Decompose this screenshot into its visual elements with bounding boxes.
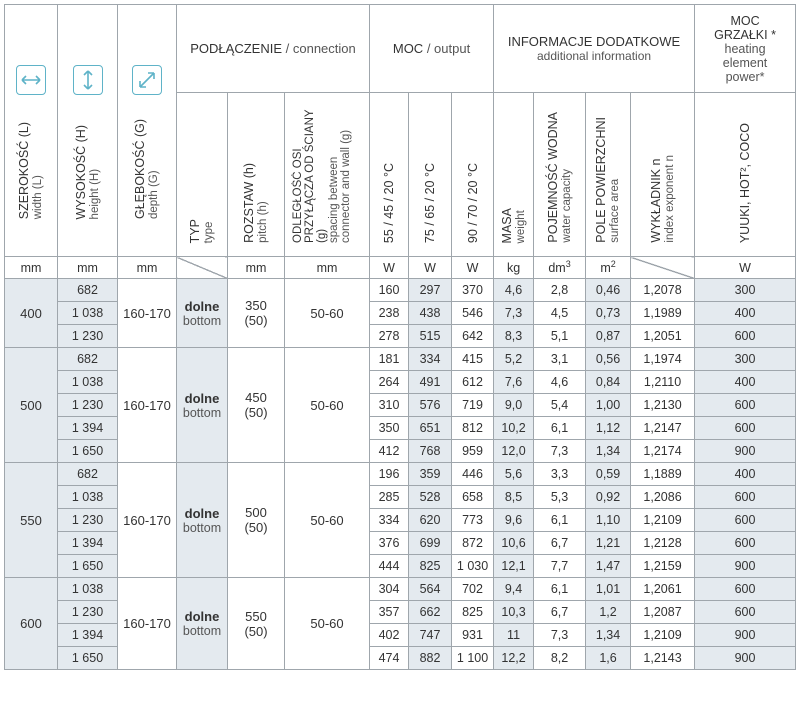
table-row: [5, 578, 796, 601]
heater-value: 400: [695, 463, 796, 486]
height-value: 1 650: [58, 555, 118, 578]
unit-mass: kg: [494, 257, 534, 279]
index-value: 1,2086: [631, 486, 695, 509]
heater-label-en-3: power*: [725, 69, 765, 84]
depth-arrows-icon: [132, 65, 162, 95]
mass-value: 7,6: [494, 371, 534, 394]
water-value: 4,6: [534, 371, 586, 394]
depth-label-en: depth (G): [148, 170, 160, 220]
output-55-value: 160: [370, 279, 409, 302]
output-label-pl: MOC: [392, 40, 424, 56]
height-value: 1 230: [58, 601, 118, 624]
mass-value: 4,6: [494, 279, 534, 302]
depth-value: 160-170: [118, 279, 177, 348]
mass-value: 5,6: [494, 463, 534, 486]
unit-type-blank: [177, 257, 228, 279]
units-row: [5, 257, 796, 279]
surface-header: [586, 93, 631, 257]
heater-value: 600: [695, 509, 796, 532]
output-75-value: 528: [409, 486, 452, 509]
surface-value: 1,47: [586, 555, 631, 578]
info-label-pl: INFORMACJE DODATKOWE: [507, 33, 681, 49]
index-value: 1,2130: [631, 394, 695, 417]
spacing-value: 50-60: [285, 463, 370, 578]
output-90-value: 773: [452, 509, 494, 532]
height-value: 682: [58, 279, 118, 302]
unit-output-55: W: [370, 257, 409, 279]
pitch-value-sub: (50): [244, 313, 268, 328]
pitch-value-sub: (50): [244, 520, 268, 535]
pitch-label-en: pitch (h): [257, 201, 269, 243]
output-75-value: 747: [409, 624, 452, 647]
output-90-value: 812: [452, 417, 494, 440]
unit-water-base: dm: [548, 261, 566, 276]
depth-value: 160-170: [118, 578, 177, 670]
index-value: 1,2078: [631, 279, 695, 302]
output-75-value: 620: [409, 509, 452, 532]
radiator-spec-table: [4, 4, 796, 670]
mass-value: 10,6: [494, 532, 534, 555]
depth-label-pl: GŁĘBOKOŚĆ (G): [133, 119, 147, 220]
output-55-value: 376: [370, 532, 409, 555]
water-header: [534, 93, 586, 257]
surface-label-pl: POLE POWIERZCHNI: [594, 117, 609, 243]
surface-value: 0,59: [586, 463, 631, 486]
heater-value: 600: [695, 486, 796, 509]
output-55-value: 196: [370, 463, 409, 486]
output-header: [370, 5, 494, 93]
mass-value: 5,2: [494, 348, 534, 371]
surface-value: 0,87: [586, 325, 631, 348]
depth-value: 160-170: [118, 463, 177, 578]
width-value: 550: [5, 463, 58, 578]
connection-header: [177, 5, 370, 93]
output-55-value: 278: [370, 325, 409, 348]
output-75-value: 491: [409, 371, 452, 394]
pitch-value: [228, 279, 285, 348]
output-90-value: 546: [452, 302, 494, 325]
index-value: 1,1889: [631, 463, 695, 486]
output-55-value: 444: [370, 555, 409, 578]
mass-header: [494, 93, 534, 257]
spacing-header: [285, 93, 370, 257]
index-value: 1,2051: [631, 325, 695, 348]
index-value: 1,2143: [631, 647, 695, 670]
surface-value: 1,34: [586, 624, 631, 647]
output-90-value: 642: [452, 325, 494, 348]
index-value: 1,2087: [631, 601, 695, 624]
type-value-en: bottom: [182, 405, 222, 420]
surface-value: 1,21: [586, 532, 631, 555]
heater-col-label: YUUKI, HOT², COCO: [738, 122, 753, 243]
water-value: 7,3: [534, 624, 586, 647]
height-value: 1 394: [58, 417, 118, 440]
water-value: 6,7: [534, 601, 586, 624]
output-90-value: 446: [452, 463, 494, 486]
output-75-value: 359: [409, 463, 452, 486]
heater-value: 400: [695, 371, 796, 394]
connection-label-en: / connection: [285, 40, 356, 56]
spacing-value: 50-60: [285, 578, 370, 670]
height-value: 1 650: [58, 440, 118, 463]
type-value-en: bottom: [182, 313, 222, 328]
output-75-value: 768: [409, 440, 452, 463]
surface-value: 1,6: [586, 647, 631, 670]
index-value: 1,2109: [631, 509, 695, 532]
output-75-value: 515: [409, 325, 452, 348]
index-value: 1,2159: [631, 555, 695, 578]
index-label-pl: WYKŁADNIK n: [648, 158, 663, 243]
output-90-value: 825: [452, 601, 494, 624]
height-label-en: height (H): [88, 169, 101, 220]
spacing-label-en-2: connector and wall (g): [340, 129, 353, 243]
unit-height: mm: [58, 257, 118, 279]
index-value: 1,2110: [631, 371, 695, 394]
type-value-pl: dolne: [184, 390, 220, 406]
water-value: 6,1: [534, 578, 586, 601]
output-55-value: 238: [370, 302, 409, 325]
type-label-en: type: [203, 221, 215, 243]
index-header: [631, 93, 695, 257]
type-value-pl: dolne: [184, 505, 220, 521]
height-value: 682: [58, 463, 118, 486]
height-value: 1 394: [58, 624, 118, 647]
height-value: 1 650: [58, 647, 118, 670]
temp-header-75: [409, 93, 452, 257]
height-value: 1 038: [58, 486, 118, 509]
mass-value: 11: [494, 624, 534, 647]
pitch-value-main: 350: [245, 298, 267, 313]
heater-value: 900: [695, 555, 796, 578]
height-value: 1 038: [58, 371, 118, 394]
output-75-value: 297: [409, 279, 452, 302]
mass-value: 9,0: [494, 394, 534, 417]
output-75-value: 699: [409, 532, 452, 555]
info-label-en: additional information: [537, 48, 652, 63]
height-value: 1 230: [58, 325, 118, 348]
heater-value: 900: [695, 624, 796, 647]
heater-label-en-2: element: [722, 55, 768, 70]
surface-value: 1,01: [586, 578, 631, 601]
width-header: [5, 5, 58, 257]
spacing-value: 50-60: [285, 279, 370, 348]
unit-water-sup: 3: [565, 259, 571, 270]
heater-value: 600: [695, 601, 796, 624]
output-90-value: 415: [452, 348, 494, 371]
spacing-label-pl: ODLEGŁOŚĆ OSI PRZYŁĄCZA OD ŚCIANY (g): [292, 109, 329, 243]
type-value-pl: dolne: [184, 298, 220, 314]
water-value: 7,3: [534, 440, 586, 463]
output-90-value: 872: [452, 532, 494, 555]
pitch-value-main: 450: [245, 390, 267, 405]
water-label-pl: POJEMNOŚĆ WODNA: [545, 112, 560, 243]
pitch-header: [228, 93, 285, 257]
heater-value: 600: [695, 578, 796, 601]
height-arrows-icon: [73, 65, 103, 95]
unit-output-90: W: [452, 257, 494, 279]
surface-value: 1,10: [586, 509, 631, 532]
temp-label-90: 90 / 70 / 20 °C: [465, 162, 480, 243]
heater-value: 600: [695, 394, 796, 417]
table-row: [5, 463, 796, 486]
height-value: 1 038: [58, 578, 118, 601]
mass-value: 9,4: [494, 578, 534, 601]
unit-heater: W: [695, 257, 796, 279]
water-value: 3,3: [534, 463, 586, 486]
temp-header-55: [370, 93, 409, 257]
mass-value: 12,2: [494, 647, 534, 670]
output-75-value: 576: [409, 394, 452, 417]
output-75-value: 662: [409, 601, 452, 624]
height-value: 1 394: [58, 532, 118, 555]
pitch-value: [228, 348, 285, 463]
width-value: 400: [5, 279, 58, 348]
temp-label-55: 55 / 45 / 20 °C: [382, 162, 397, 243]
water-value: 6,1: [534, 509, 586, 532]
output-55-value: 350: [370, 417, 409, 440]
pitch-value-sub: (50): [244, 623, 268, 639]
output-75-value: 825: [409, 555, 452, 578]
heater-value: 900: [695, 440, 796, 463]
type-header: [177, 93, 228, 257]
water-value: 7,7: [534, 555, 586, 578]
heater-label-pl-1: MOC: [730, 13, 760, 28]
pitch-value-sub: (50): [244, 405, 268, 420]
water-value: 5,1: [534, 325, 586, 348]
output-55-value: 310: [370, 394, 409, 417]
unit-surface-base: m: [600, 261, 611, 276]
output-90-value: 1 100: [452, 647, 494, 670]
type-value: [177, 348, 228, 463]
width-arrows-icon: [16, 65, 46, 95]
type-label-pl: TYP: [188, 218, 202, 243]
mass-label-en: weight: [514, 209, 527, 243]
pitch-value: [228, 463, 285, 578]
unit-surface: [586, 257, 631, 279]
index-value: 1,2128: [631, 532, 695, 555]
pitch-value-main: 500: [245, 505, 267, 520]
water-value: 5,4: [534, 394, 586, 417]
surface-value: 1,12: [586, 417, 631, 440]
output-90-value: 612: [452, 371, 494, 394]
unit-surface-sup: 2: [610, 259, 616, 270]
height-label-pl: WYSOKOŚĆ (H): [73, 125, 88, 220]
connection-label-pl: PODŁĄCZENIE: [190, 40, 283, 56]
surface-value: 0,46: [586, 279, 631, 302]
output-55-value: 334: [370, 509, 409, 532]
heater-label-pl-2: GRZAŁKI *: [714, 27, 776, 42]
output-75-value: 334: [409, 348, 452, 371]
mass-value: 7,3: [494, 302, 534, 325]
unit-pitch: mm: [228, 257, 285, 279]
unit-water: [534, 257, 586, 279]
pitch-label-pl: ROZSTAW (h): [242, 163, 256, 243]
output-75-value: 651: [409, 417, 452, 440]
unit-spacing: mm: [285, 257, 370, 279]
type-value-pl: dolne: [184, 609, 220, 624]
width-value: 600: [5, 578, 58, 670]
info-header: [494, 5, 695, 93]
water-value: 8,2: [534, 647, 586, 670]
output-75-value: 882: [409, 647, 452, 670]
unit-output-75: W: [409, 257, 452, 279]
heater-value: 400: [695, 302, 796, 325]
water-value: 6,7: [534, 532, 586, 555]
heater-value: 600: [695, 532, 796, 555]
table-row: [5, 279, 796, 302]
output-90-value: 370: [452, 279, 494, 302]
output-75-value: 564: [409, 578, 452, 601]
mass-value: 8,3: [494, 325, 534, 348]
heater-header: [695, 5, 796, 93]
type-value: [177, 578, 228, 670]
index-value: 1,2109: [631, 624, 695, 647]
type-value-en: bottom: [182, 520, 222, 535]
output-55-value: 357: [370, 601, 409, 624]
height-header: [58, 5, 118, 257]
output-label-en: / output: [426, 40, 471, 56]
surface-value: 0,92: [586, 486, 631, 509]
surface-value: 0,84: [586, 371, 631, 394]
output-90-value: 1 030: [452, 555, 494, 578]
output-90-value: 702: [452, 578, 494, 601]
height-value: 1 230: [58, 509, 118, 532]
index-value: 1,1989: [631, 302, 695, 325]
type-value: [177, 463, 228, 578]
height-value: 682: [58, 348, 118, 371]
index-value: 1,2174: [631, 440, 695, 463]
type-value-en: bottom: [182, 624, 222, 638]
heater-value: 300: [695, 348, 796, 371]
unit-width: mm: [5, 257, 58, 279]
water-label-en: water capacity: [560, 169, 573, 243]
output-90-value: 931: [452, 624, 494, 647]
output-55-value: 304: [370, 578, 409, 601]
width-value: 500: [5, 348, 58, 463]
unit-index-blank: [631, 257, 695, 279]
mass-value: 9,6: [494, 509, 534, 532]
mass-value: 8,5: [494, 486, 534, 509]
height-value: 1 230: [58, 394, 118, 417]
water-value: 3,1: [534, 348, 586, 371]
height-value: 1 038: [58, 302, 118, 325]
type-value: [177, 279, 228, 348]
spacing-label-en-1: spacing between: [328, 156, 341, 243]
surface-label-en: surface area: [609, 179, 622, 243]
width-label-pl: SZEROKOŚĆ (L): [17, 122, 31, 220]
output-90-value: 719: [452, 394, 494, 417]
width-label-en: width (L): [32, 175, 44, 220]
output-55-value: 412: [370, 440, 409, 463]
water-value: 6,1: [534, 417, 586, 440]
surface-value: 1,00: [586, 394, 631, 417]
heater-label-en-1: heating: [724, 41, 766, 56]
output-55-value: 474: [370, 647, 409, 670]
index-value: 1,1974: [631, 348, 695, 371]
temp-label-75: 75 / 65 / 20 °C: [423, 162, 438, 243]
index-value: 1,2147: [631, 417, 695, 440]
surface-value: 0,73: [586, 302, 631, 325]
output-55-value: 285: [370, 486, 409, 509]
mass-value: 10,2: [494, 417, 534, 440]
temp-header-90: [452, 93, 494, 257]
depth-header: [118, 5, 177, 257]
mass-label-pl: MASA: [499, 207, 514, 243]
pitch-value: [228, 578, 285, 670]
output-55-value: 181: [370, 348, 409, 371]
spacing-value: 50-60: [285, 348, 370, 463]
heater-value: 600: [695, 325, 796, 348]
pitch-value-main: 550: [245, 608, 267, 624]
heater-value: 600: [695, 417, 796, 440]
output-55-value: 264: [370, 371, 409, 394]
water-value: 2,8: [534, 279, 586, 302]
index-value: 1,2061: [631, 578, 695, 601]
water-value: 4,5: [534, 302, 586, 325]
output-75-value: 438: [409, 302, 452, 325]
depth-value: 160-170: [118, 348, 177, 463]
heater-value: 900: [695, 647, 796, 670]
mass-value: 12,1: [494, 555, 534, 578]
unit-depth: mm: [118, 257, 177, 279]
output-90-value: 959: [452, 440, 494, 463]
water-value: 5,3: [534, 486, 586, 509]
surface-value: 1,2: [586, 601, 631, 624]
heater-value: 300: [695, 279, 796, 302]
mass-value: 10,3: [494, 601, 534, 624]
heater-col-header: [695, 93, 796, 257]
surface-value: 0,56: [586, 348, 631, 371]
mass-value: 12,0: [494, 440, 534, 463]
output-55-value: 402: [370, 624, 409, 647]
surface-value: 1,34: [586, 440, 631, 463]
table-row: [5, 348, 796, 371]
output-90-value: 658: [452, 486, 494, 509]
index-label-en: index exponent n: [663, 155, 676, 243]
